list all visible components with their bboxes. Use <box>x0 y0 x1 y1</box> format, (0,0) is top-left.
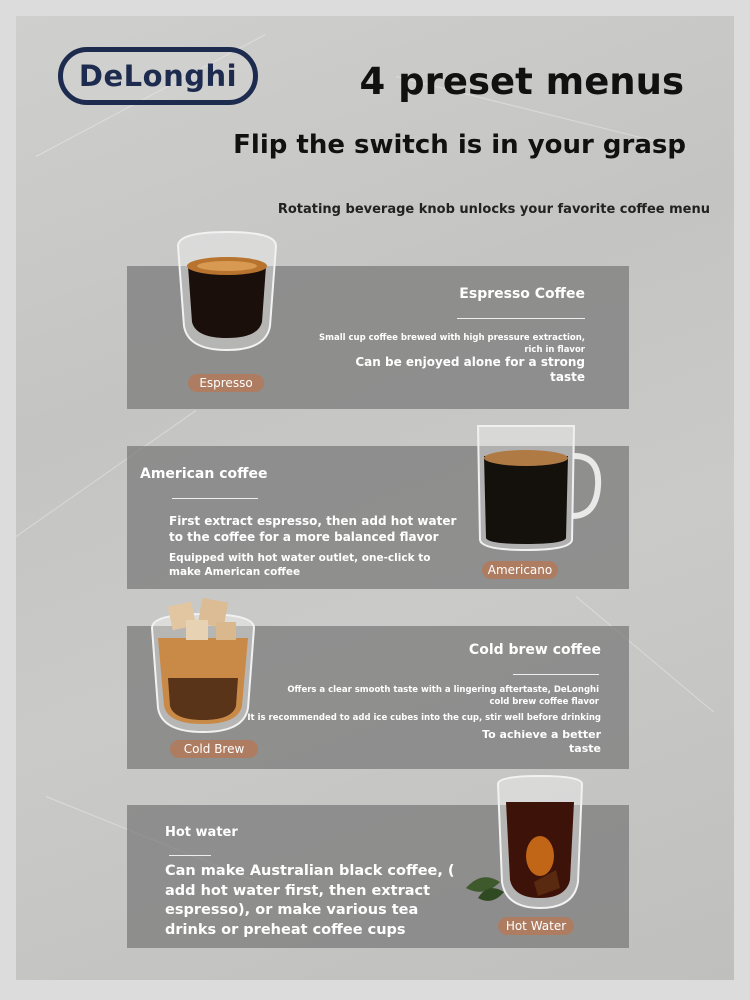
divider <box>457 318 585 319</box>
tag-americano: Americano <box>482 561 558 579</box>
cold-brew-glass-icon <box>148 598 258 736</box>
logo-text: DeLonghi <box>78 59 238 93</box>
page-title: 4 preset menus <box>359 60 684 103</box>
tag-cold-brew: Cold Brew <box>170 740 258 758</box>
espresso-cup-icon <box>174 226 280 354</box>
menu-title: Hot water <box>165 825 238 840</box>
menu-desc-small-2: It is recommended to add ice cubes into the cup, stir well before drinking <box>247 713 601 723</box>
menu-desc-small: Offers a clear smooth taste with a lingering aftertaste, DeLonghi cold brew coffee flavor <box>287 685 599 707</box>
menu-desc-main: Can be enjoyed alone for a strong taste <box>355 355 585 384</box>
menu-title: Cold brew coffee <box>468 642 601 658</box>
menu-title: Espresso Coffee <box>459 286 585 302</box>
menu-title: American coffee <box>140 466 268 482</box>
divider <box>513 674 599 675</box>
hot-water-tea-cup-icon <box>464 774 594 914</box>
menu-desc-small: Equipped with hot water outlet, one-click to make American coffee <box>169 552 431 578</box>
poster-background <box>16 16 734 980</box>
delonghi-logo <box>58 47 258 105</box>
menu-desc-main: Can make Australian black coffee, ( add hot water first, then extract espresso), or make various tea drinks or preheat coffee cups <box>165 863 455 938</box>
divider <box>169 855 211 856</box>
divider <box>172 498 258 499</box>
menu-desc-small: Small cup coffee brewed with high pressure extraction, rich in flavor <box>319 333 585 355</box>
menu-desc-main: First extract espresso, then add hot water to the coffee for a more balanced flavor <box>169 514 457 544</box>
menu-desc-main: To achieve a better taste <box>482 728 601 755</box>
page-subtitle: Flip the switch is in your grasp <box>233 130 686 160</box>
tag-hot-water: Hot Water <box>498 917 574 935</box>
tagline: Rotating beverage knob unlocks your favorite coffee menu <box>277 202 710 217</box>
tag-espresso: Espresso <box>188 374 264 392</box>
americano-mug-icon <box>474 416 604 556</box>
